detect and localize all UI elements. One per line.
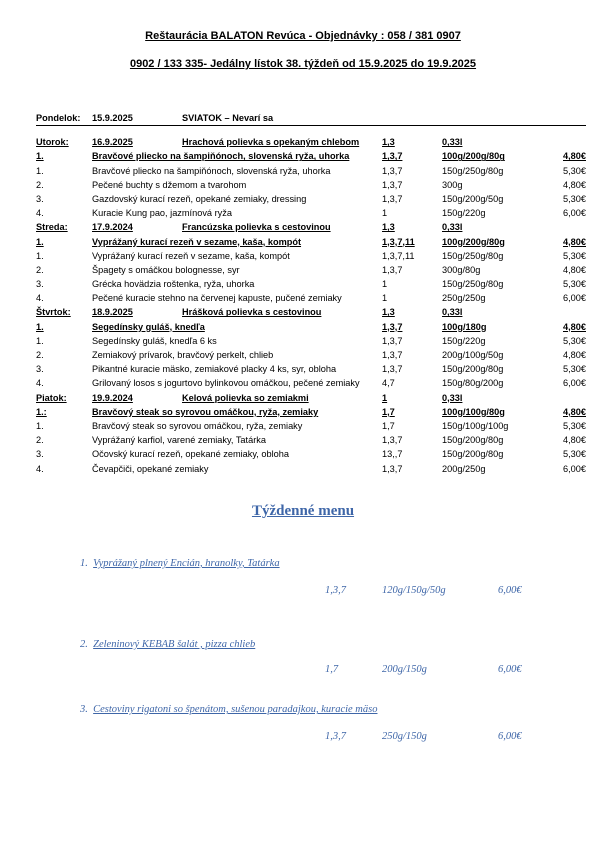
menu-row <box>36 263 586 277</box>
item-allergens: 1,3,7,11 <box>382 236 415 247</box>
item-weight: 200g/100g/50g <box>442 350 504 360</box>
soup-portion: 0,33l <box>442 307 463 318</box>
item-weight: 150g/250g/80g <box>442 279 504 290</box>
item-weight: 150g/200g/50g <box>442 193 504 204</box>
soup-name: Hrachová polievka s opekaným chlebom <box>182 137 360 148</box>
day-header-row <box>36 391 586 405</box>
item-name: Pikantné kuracie mäsko, zemiakové placky 4 ks, syr, obloha <box>92 364 337 375</box>
weekly-item <box>80 704 377 715</box>
item-allergens: 4,7 <box>382 378 395 389</box>
item-allergens: 1,3,7 <box>382 463 403 474</box>
item-number: 3. <box>36 279 44 290</box>
item-number: 1. <box>36 321 44 332</box>
menu-row <box>36 249 586 263</box>
soup-allergens: 1,3 <box>382 307 395 318</box>
item-price: 4,80€ <box>563 321 586 332</box>
item-price: 5,30€ <box>563 364 586 375</box>
item-name: Očovský kurací rezeň, opekané zemiaky, obloha <box>92 449 289 460</box>
item-price: 4,80€ <box>563 179 586 190</box>
weekly-item <box>80 558 280 569</box>
item-price: 6,00€ <box>563 293 586 304</box>
day-date: 17.9.2024 <box>92 222 133 233</box>
item-name: Vyprážaný karfiol, varené zemiaky, Tatárka <box>92 435 266 446</box>
item-number: 1.: <box>36 406 47 417</box>
soup-portion: 0,33l <box>442 392 463 403</box>
day-date: 18.9.2025 <box>92 307 133 318</box>
item-allergens: 1,3,7,11 <box>382 250 415 261</box>
item-price: 6,00€ <box>563 208 586 219</box>
item-allergens: 1,3,7 <box>382 264 403 275</box>
item-name: Špagety s omáčkou bolognesse, syr <box>92 264 240 275</box>
item-price: 5,30€ <box>563 335 586 346</box>
item-allergens: 1,3,7 <box>382 350 403 360</box>
item-weight: 300g/80g <box>442 264 481 275</box>
daily-menu-table <box>36 111 586 476</box>
menu-row <box>36 192 586 206</box>
weekly-item-allergens: 1,3,7 <box>325 731 346 742</box>
item-price: 4,80€ <box>563 406 586 417</box>
weekly-item-allergens: 1,7 <box>325 664 339 675</box>
menu-row <box>36 164 586 178</box>
menu-row <box>36 362 586 376</box>
item-allergens: 1,3,7 <box>382 151 403 162</box>
item-name: Čevapčiči, opekané zemiaky <box>92 463 209 474</box>
soup-name: Kelová polievka so zemiakmi <box>182 392 309 403</box>
item-number: 4. <box>36 208 44 219</box>
weekly-item-weight: 200g/150g <box>382 664 427 675</box>
item-number: 1. <box>36 236 44 247</box>
item-weight: 150g/250g/80g <box>442 250 504 261</box>
item-number: 3. <box>36 193 44 204</box>
restaurant-header: Reštaurácia BALATON Revúca - Objednávky : 058 / 381 0907 <box>145 30 461 42</box>
soup-name: Francúzska polievka s cestovinou <box>182 222 331 233</box>
weekly-item-name: Cestoviny rigatoni so špenátom, sušenou paradajkou, kuracie mäso <box>93 704 378 715</box>
item-allergens: 1,3,7 <box>382 335 403 346</box>
soup-portion: 0,33l <box>442 222 463 233</box>
item-number: 1. <box>36 250 44 261</box>
day-header-row <box>36 135 586 149</box>
item-weight: 300g <box>442 179 463 190</box>
item-price: 4,80€ <box>563 435 586 446</box>
item-allergens: 1 <box>382 208 388 219</box>
featured-menu-row <box>36 405 586 419</box>
menu-row <box>36 462 586 476</box>
item-number: 1. <box>36 335 44 346</box>
weekly-item-name: Zeleninový KEBAB šalát , pizza chlieb <box>93 639 256 650</box>
item-price: 5,30€ <box>563 279 586 290</box>
item-weight: 150g/200g/80g <box>442 364 504 375</box>
item-allergens: 1,3,7 <box>382 321 403 332</box>
soup-portion: 0,33l <box>442 137 463 148</box>
item-number: 2. <box>36 350 44 360</box>
item-weight: 150g/220g <box>442 208 486 219</box>
menu-row <box>36 277 586 291</box>
weekly-menu-title: Týždenné menu <box>251 503 355 519</box>
item-name: Bravčový steak so syrovou omáčkou, ryža, zemiaky <box>92 406 319 417</box>
weekly-item-name: Vyprážaný plnený Encián, hranolky, Tatárka <box>93 558 280 569</box>
day-name: Piatok: <box>36 392 67 403</box>
item-number: 2. <box>36 179 44 190</box>
menu-row <box>36 178 586 192</box>
item-price: 5,30€ <box>563 193 586 204</box>
weekly-item-number: 1. <box>80 558 88 569</box>
item-weight: 100g/100g/80g <box>442 406 505 417</box>
soup-allergens: 1,3 <box>382 137 395 148</box>
item-number: 2. <box>36 264 44 275</box>
soup-allergens: 1 <box>382 392 388 403</box>
item-name: Segedínsky guláš, knedľa 6 ks <box>92 335 217 346</box>
item-weight: 100g/180g <box>442 321 487 332</box>
item-name: Vyprážaný kurací rezeň v sezame, kaša, kompót <box>92 250 290 261</box>
item-number: 1. <box>36 151 44 162</box>
item-allergens: 1 <box>382 279 388 290</box>
item-price: 6,00€ <box>563 378 586 389</box>
item-number: 4. <box>36 463 44 474</box>
item-price: 5,30€ <box>563 250 586 261</box>
weekly-item-price: 6,00€ <box>498 585 522 596</box>
day-date: 19.9.2024 <box>92 392 133 403</box>
day-name: Streda: <box>36 222 68 233</box>
menu-row <box>36 291 586 305</box>
day-header-row <box>36 111 586 125</box>
featured-menu-row <box>36 149 586 163</box>
item-weight: 150g/100g/100g <box>442 420 509 431</box>
soup-name: Hrášková polievka s cestovinou <box>182 307 322 318</box>
day-date: 15.9.2025 <box>92 113 133 123</box>
item-allergens: 1,3,7 <box>382 193 403 204</box>
item-number: 3. <box>36 364 44 375</box>
item-allergens: 13,,7 <box>382 449 403 460</box>
menu-row <box>36 348 586 362</box>
item-price: 4,80€ <box>563 236 586 247</box>
menu-row <box>36 419 586 433</box>
soup-name: SVIATOK – Nevarí sa <box>182 113 274 123</box>
weekly-item-price: 6,00€ <box>498 664 522 675</box>
day-name: Štvrtok: <box>36 307 71 318</box>
item-name: Bravčový steak so syrovou omáčkou, ryža, zemiaky <box>92 420 303 431</box>
item-weight: 150g/80g/200g <box>442 378 504 389</box>
item-name: Bravčové pliecko na šampiňónoch, slovenská ryža, uhorka <box>92 151 350 162</box>
menu-row <box>36 433 586 447</box>
day-header-row <box>36 305 586 319</box>
weekly-item <box>80 639 255 650</box>
item-weight: 100g/200g/80g <box>442 236 505 247</box>
item-name: Kuracie Kung pao, jazmínová ryža <box>92 208 232 219</box>
item-number: 1. <box>36 420 44 431</box>
item-allergens: 1,3,7 <box>382 364 403 375</box>
day-spacer <box>36 125 586 135</box>
item-name: Segedínsky guláš, knedľa <box>92 321 205 332</box>
weekly-item-number: 2. <box>80 639 88 650</box>
item-allergens: 1,3,7 <box>382 435 403 446</box>
item-name: Gazdovský kurací rezeň, opekané zemiaky, dressing <box>92 193 307 204</box>
item-name: Pečené buchty s džemom a tvarohom <box>92 179 247 190</box>
item-name: Grécka hovädzia roštenka, ryža, uhorka <box>92 279 255 290</box>
menu-row <box>36 376 586 390</box>
item-allergens: 1 <box>382 293 388 304</box>
item-price: 4,80€ <box>563 264 586 275</box>
featured-menu-row <box>36 320 586 334</box>
item-price: 6,00€ <box>563 463 586 474</box>
item-name: Grilovaný losos s jogurtovo bylinkovou omáčkou, pečené zemiaky <box>92 378 360 389</box>
soup-allergens: 1,3 <box>382 222 395 233</box>
item-number: 1. <box>36 165 44 176</box>
item-weight: 150g/200g/80g <box>442 449 504 460</box>
weekly-item-weight: 250g/150g <box>382 731 427 742</box>
item-number: 2. <box>36 435 44 446</box>
weekly-item-number: 3. <box>80 704 88 715</box>
menu-row <box>36 447 586 461</box>
item-number: 4. <box>36 378 44 389</box>
item-allergens: 1,7 <box>382 420 395 431</box>
item-price: 4,80€ <box>563 350 586 360</box>
day-date: 16.9.2025 <box>92 137 133 148</box>
menu-week-header: 0902 / 133 335- Jedálny lístok 38. týždeň od 15.9.2025 do 19.9.2025 <box>129 58 477 70</box>
day-name: Pondelok: <box>36 113 81 123</box>
item-weight: 150g/200g/80g <box>442 435 504 446</box>
item-weight: 100g/200g/80g <box>442 151 505 162</box>
day-name: Utorok: <box>36 137 69 148</box>
weekly-item-weight: 120g/150g/50g <box>382 585 446 596</box>
item-allergens: 1,7 <box>382 406 395 417</box>
item-weight: 150g/250g/80g <box>442 165 504 176</box>
day-header-row <box>36 220 586 234</box>
item-number: 4. <box>36 293 44 304</box>
item-price: 5,30€ <box>563 449 586 460</box>
weekly-item-allergens: 1,3,7 <box>325 585 346 596</box>
item-allergens: 1,3,7 <box>382 165 403 176</box>
menu-row <box>36 334 586 348</box>
item-name: Zemiakový prívarok, bravčový perkelt, chlieb <box>92 350 274 360</box>
item-weight: 200g/250g <box>442 463 486 474</box>
item-weight: 150g/220g <box>442 335 486 346</box>
item-price: 5,30€ <box>563 420 586 431</box>
featured-menu-row <box>36 235 586 249</box>
item-number: 3. <box>36 449 44 460</box>
item-weight: 250g/250g <box>442 293 486 304</box>
item-name: Bravčové pliecko na šampiňónoch, slovenská ryža, uhorka <box>92 165 331 176</box>
item-name: Pečené kuracie stehno na červenej kapuste, pučené zemiaky <box>92 293 342 304</box>
item-price: 4,80€ <box>563 151 586 162</box>
weekly-item-price: 6,00€ <box>498 731 522 742</box>
item-price: 5,30€ <box>563 165 586 176</box>
item-name: Vyprážaný kurací rezeň v sezame, kaša, kompót <box>92 236 302 247</box>
menu-row <box>36 206 586 220</box>
item-allergens: 1,3,7 <box>382 179 403 190</box>
